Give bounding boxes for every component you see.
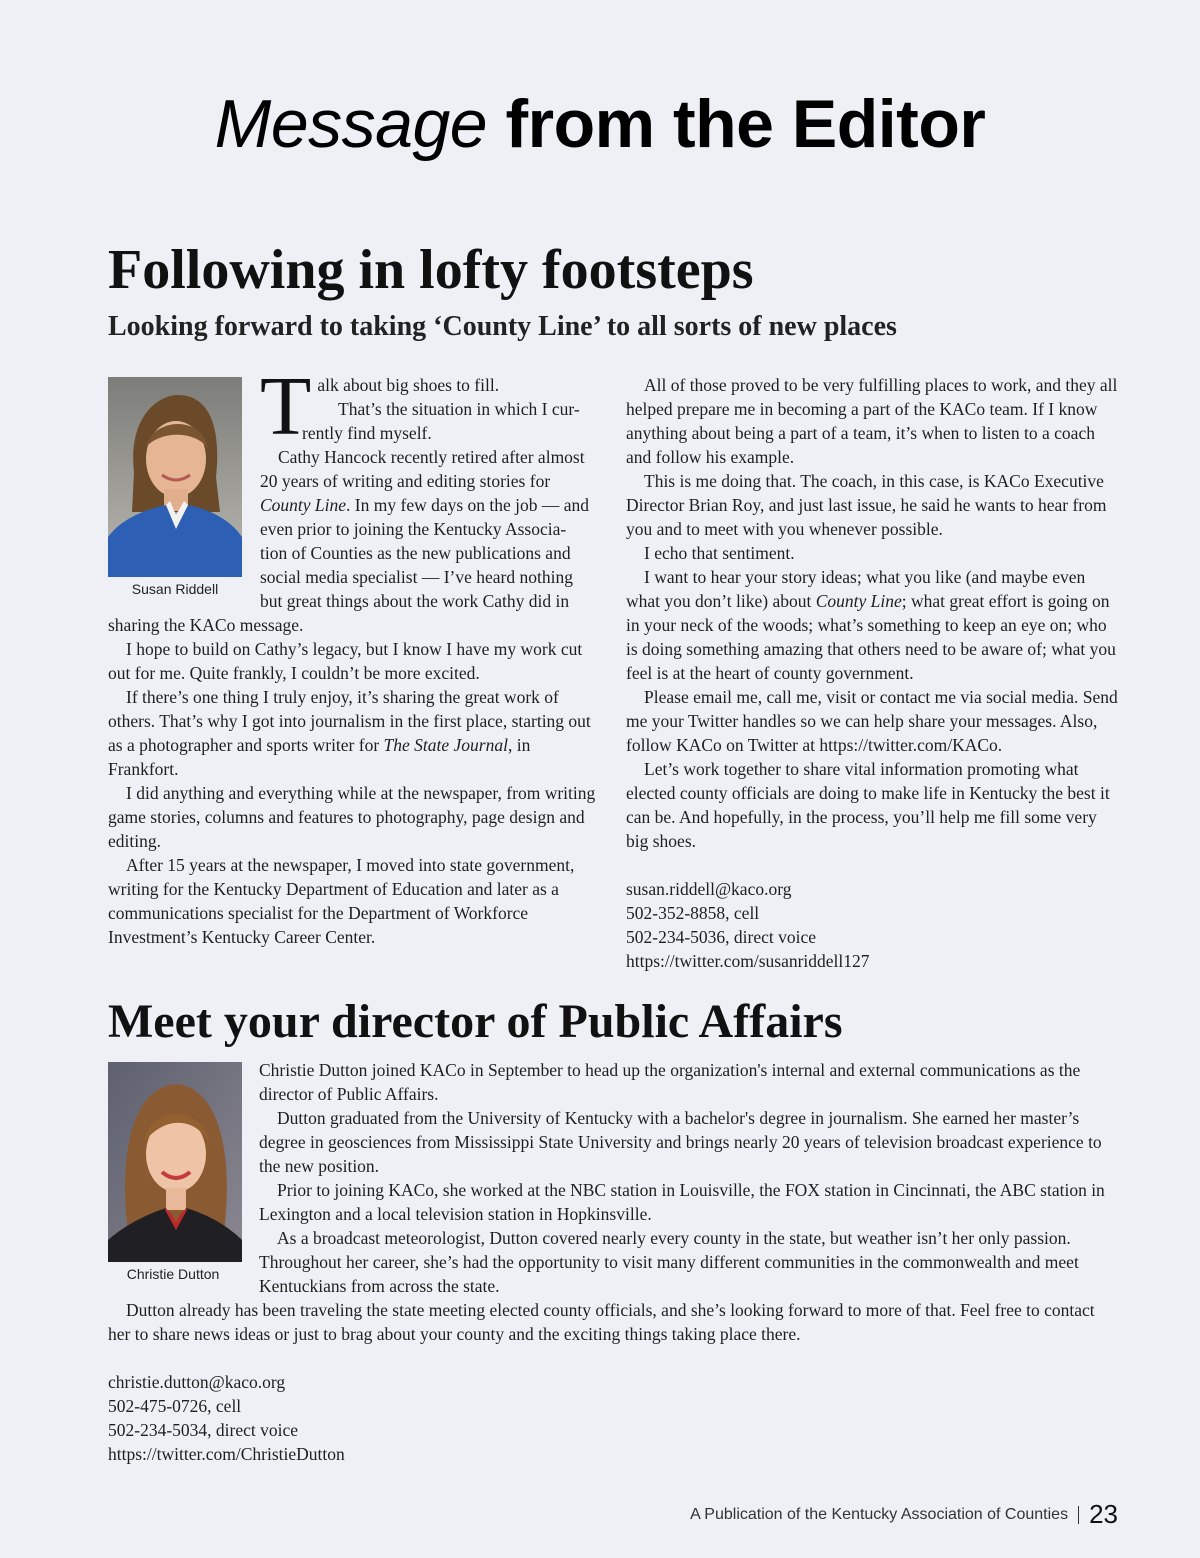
publication-credit: A Publication of the Kentucky Association of Counties [690,1505,1069,1523]
article1-contact-block [626,877,1120,973]
article1-para-2g: but great things about the work Cathy did in [260,591,570,611]
christie-cell-phone: 502-475-0726, cell [108,1396,242,1416]
footer-divider [1078,1506,1079,1524]
article1-headline: Following in lofty footsteps [108,239,754,301]
article1-para-1: That’s the situation in which I cur- rently find myself. [302,399,580,443]
article1-left-col-wrap [260,397,602,613]
article1-right-para-5: Please email me, call me, visit or contact me via social media. Send me your Twitter handles so we can help share your messages. Also, follow KACo on Twitter at https://twitter.com/KACo. [626,687,1118,755]
christie-email-link[interactable]: christie.dutton@kaco.org [108,1372,286,1392]
drop-cap: T [260,360,312,453]
article1-intro: alk about big shoes to fill. [317,375,500,395]
susan-email-link[interactable]: susan.riddell@kaco.org [626,879,792,899]
article1-para-2b: 20 years of writing and editing stories for [260,471,551,491]
portrait-image-christie [108,1062,242,1262]
article1-right-para-2: This is me doing that. The coach, in this case, is KACo Executive Director Brian Roy, and just last issue, he said he wants to hear from you and to meet with you whenever possible. [626,471,1107,539]
article2-body-wrap [259,1058,1121,1298]
article2-para-2: Dutton graduated from the University of Kentucky with a bachelor's degree in journalism. She earned her master’s degree in geosciences from Mississippi State University and brings nearly 20 years of television broadcast experience to the new position. [259,1108,1102,1176]
article2-para-4: As a broadcast meteorologist, Dutton covered nearly every county in the state, but weather isn’t her only passion. Throughout her career, she’s had the opportunity to visit many different communities in the commonwealth and meet Kentuckians from across the state. [259,1228,1079,1296]
christie-twitter-link[interactable]: https://twitter.com/ChristieDutton [108,1444,345,1464]
article1-right-col [626,373,1120,973]
article1-right-para-4: I want to hear your story ideas; what you like (and maybe even what you don’t like) about County Line; what great effort is going on in your neck of the woods; what’s something to keep an eye on; who is doing something amazing that others need to be aware of; what you feel is at the heart of county government. [626,567,1116,683]
christie-direct-phone: 502-234-5034, direct voice [108,1420,299,1440]
article1-para-2h: sharing the KACo message. [108,615,304,635]
article2-para-5: Dutton already has been traveling the state meeting elected county officials, and she’s looking forward to more of that. Feel free to contact her to share news ideas or just to brag about your county and the exciting things taking place there. [108,1300,1095,1344]
article1-para-2f: social media specialist — I’ve heard nothing [260,567,573,587]
masthead-rest: from the Editor [505,86,986,162]
article1-para-3: I hope to build on Cathy’s legacy, but I know I have my work cut out for me. Quite frankly, I couldn’t be more excited. [108,639,583,683]
article1-subhead: Looking forward to taking ‘County Line’ to all sorts of new places [108,311,897,342]
page-masthead [0,82,1200,166]
susan-twitter-link[interactable]: https://twitter.com/susanriddell127 [626,951,870,971]
photo-caption-susan: Susan Riddell [131,581,219,597]
article2-para-1: Christie Dutton joined KACo in September to head up the organization's internal and external communications as the director of Public Affairs. [259,1060,1081,1104]
article1-para-4: If there’s one thing I truly enjoy, it’s sharing the great work of others. That’s why I got into journalism in the first place, starting out as a photographer and sports writer for The State Journal, in Frankfort. [108,687,591,779]
masthead-italic: Message [214,86,488,162]
article1-para-2e: tion of Counties as the new publications and [260,543,571,563]
susan-direct-phone: 502-234-5036, direct voice [626,927,817,947]
article1-right-para-3: I echo that sentiment. [644,543,795,563]
portrait-image-susan [108,377,242,577]
page-footer [690,1499,1118,1530]
article1-para-2d: even prior to joining the Kentucky Associa- [260,519,567,539]
article2-body-full [108,1298,1120,1466]
page-number: 23 [1089,1499,1118,1529]
article1-left-col-bottom [108,613,603,949]
article1-right-para-1: All of those proved to be very fulfilling places to work, and they all helped prepare me in becoming a part of the KACo team. If I know anything about being a part of a team, it’s when to listen to a coach and follow his example. [626,375,1118,467]
photo-caption-christie: Christie Dutton [126,1266,220,1282]
christie-dutton-photo [108,1062,242,1262]
article1-para-2a: Cathy Hancock recently retired after almost [278,447,585,467]
susan-riddell-photo [108,377,242,577]
article2-headline: Meet your director of Public Affairs [108,995,843,1048]
susan-cell-phone: 502-352-8858, cell [626,903,760,923]
article1-para-2c: County Line. In my few days on the job — and [260,495,590,515]
article2-para-3: Prior to joining KACo, she worked at the NBC station in Louisville, the FOX station in Cincinnati, the ABC station in Lexington and a local television station in Hopkinsville. [259,1180,1105,1224]
article1-para-6: After 15 years at the newspaper, I moved into state government, writing for the Kentucky Department of Education and later as a communications specialist for the Department of Workforce Investment’s Kentucky Career Center. [108,855,575,947]
article1-right-para-6: Let’s work together to share vital information promoting what elected county officials are doing to make life in Kentucky the best it can be. And hopefully, in the process, you’ll help me fill some very big shoes. [626,759,1110,851]
article1-para-5: I did anything and everything while at the newspaper, from writing game stories, columns and features to photography, page design and editing. [108,783,596,851]
article2-contact-block [108,1370,1120,1466]
